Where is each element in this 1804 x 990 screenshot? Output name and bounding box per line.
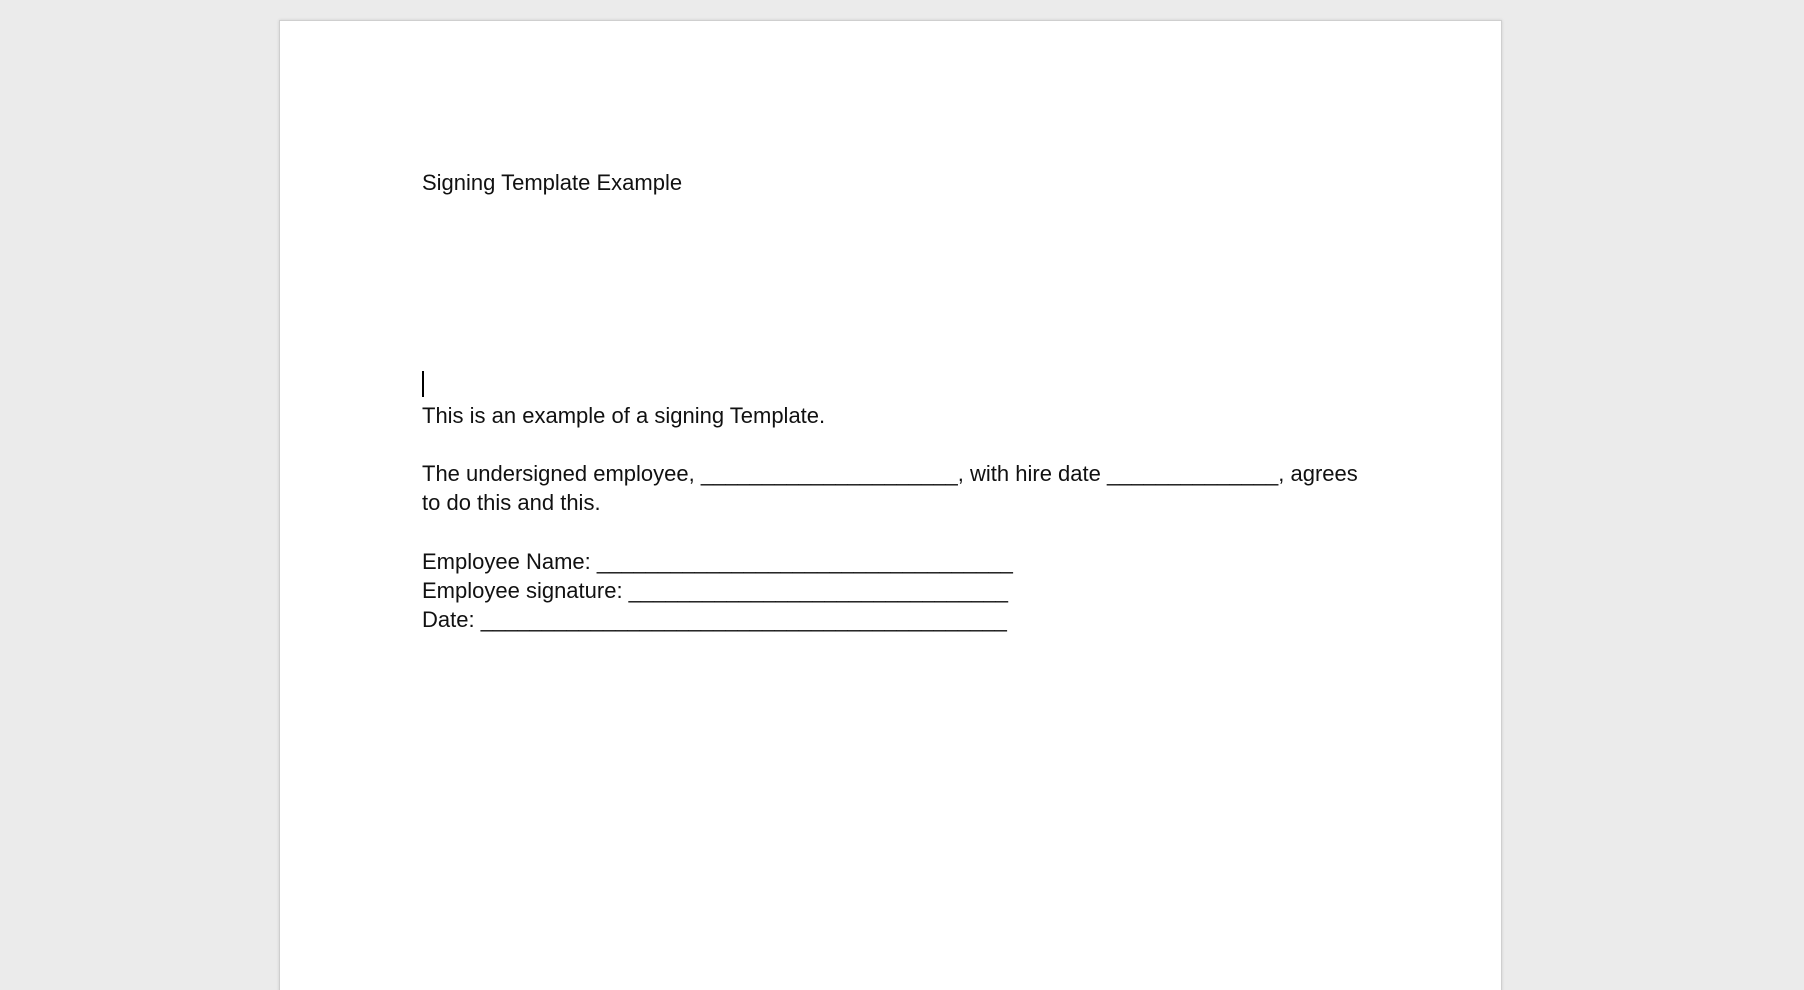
- document-page[interactable]: [279, 20, 1502, 990]
- date-field[interactable]: Date: ___________________________________________: [422, 607, 1007, 632]
- text-cursor: [422, 371, 424, 397]
- employee-signature-field[interactable]: Employee signature: _______________________________: [422, 578, 1008, 603]
- intro-paragraph[interactable]: This is an example of a signing Template.: [422, 403, 826, 428]
- employee-name-field[interactable]: Employee Name: __________________________________: [422, 549, 1013, 574]
- agreement-paragraph-line-2[interactable]: to do this and this.: [422, 490, 601, 515]
- agreement-paragraph-line-1[interactable]: The undersigned employee, _____________________, with hire date ______________, agrees: [422, 461, 1358, 486]
- document-header[interactable]: Signing Template Example: [422, 170, 683, 195]
